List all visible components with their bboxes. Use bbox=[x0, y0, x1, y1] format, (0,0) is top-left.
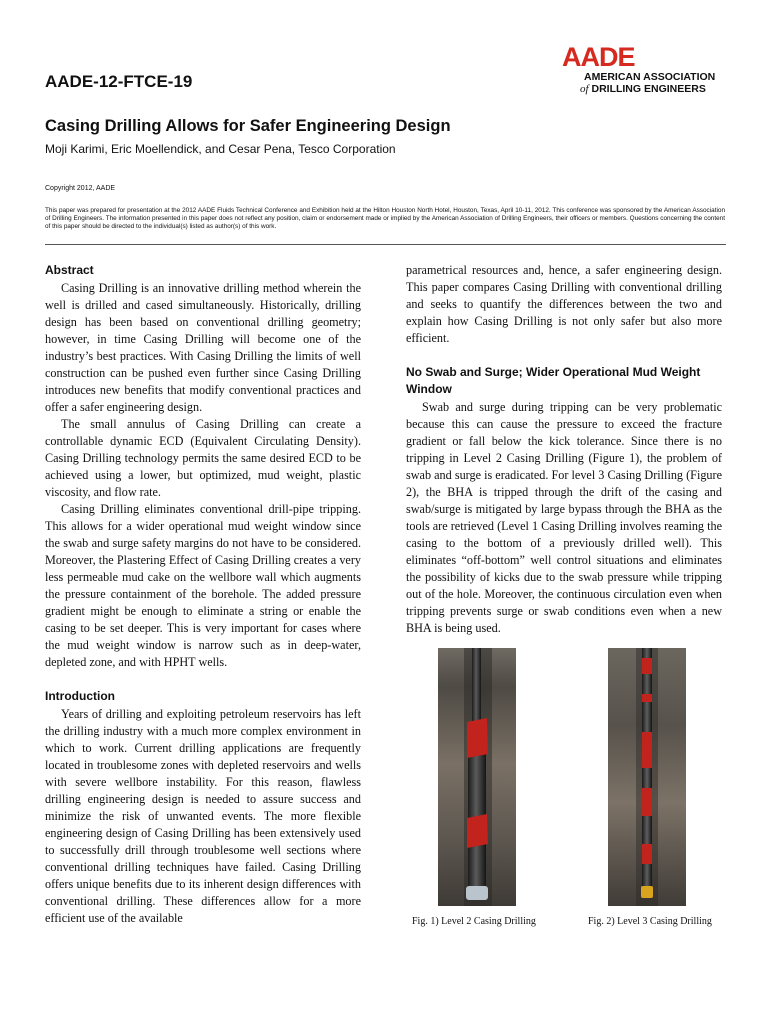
introduction-continued: parametrical resources and, hence, a safer engineering design. This paper compares Casing Drilling with conventional drilling and seeks to quantify the differences between the two and explain how Casing Drilling is not only safer but also more efficient. bbox=[406, 263, 722, 345]
abstract-paragraph-3: Casing Drilling eliminates conventional drill-pipe tripping. This allows for a wider operational mud weight window since the swab and surge safety margins do not have to be considered. Moreover, the Plastering Effect of Casing Drilling creates a very less permeable mud cake on the wellbore wall which augments the pressure containment of the borehole. The added pressure gradient might be enough to eliminate a string or enable the casing to be set deeper. This is very important for cases where the mud weight window is narrow such as in deep-water, depleted zone, and with HPHT wells. bbox=[45, 502, 361, 669]
figure-2-image bbox=[608, 648, 686, 906]
swab-surge-heading: No Swab and Surge; Wider Operational Mud Weight Window bbox=[406, 365, 701, 396]
left-column bbox=[45, 262, 361, 927]
header-divider bbox=[45, 244, 726, 245]
figure-1-caption: Fig. 1) Level 2 Casing Drilling bbox=[412, 916, 536, 927]
aade-logo bbox=[562, 44, 722, 114]
logo-line-2 bbox=[580, 83, 722, 95]
logo-line-1: AMERICAN ASSOCIATION bbox=[584, 71, 716, 83]
introduction-paragraph-1: Years of drilling and exploiting petroleum reservoirs has left the drilling industry with a much more complex environment in which to work. Current drilling applications are frequently located in troublesome zones with depleted reservoirs and wells with severe wellbore instability. For this reason, flawless drilling engineering design is needed to assure success and minimize the risk of unwanted events. The more flexible engineering design of Casing Drilling has been extensively used to successfully drill through troublesome well sections where conventional drilling techniques have failed. Casing Drilling offers unique benefits due to its inherent design differences with conventional drilling. These differences allow for a more efficient use of the available bbox=[45, 707, 361, 925]
abstract-heading: Abstract bbox=[45, 263, 94, 277]
logo-line-2-rest: DRILLING ENGINEERS bbox=[591, 83, 706, 95]
logo-mark: AADE bbox=[562, 42, 635, 72]
swab-surge-paragraph: Swab and surge during tripping can be very problematic because this can cause the pressure to exceed the fracture gradient or fall below the kick tolerance. Since there is no tripping in Level 2 Casing Drilling (Figure 1), the problem of swab and surge is eradicated. For level 3 Casing Drilling (Figure 2), the BHA is tripped through the drift of the casing and swab/surge is mitigated by large bypass through the BHA as the tools are retrieved (Level 1 Casing Drilling involves reaming the casing to the bottom of a previously drilled well). This eliminates “off-bottom” well control situations and eliminates the possibility of kicks due to the swab pressure while tripping out of the hole. Moreover, the continuous circulation even when tripping prevents surge or swab conditions even when a new BHA is being used. bbox=[406, 400, 722, 635]
logo-line-2-of: of bbox=[580, 83, 589, 95]
copyright: Copyright 2012, AADE bbox=[45, 185, 116, 192]
paper-title: Casing Drilling Allows for Safer Engineering Design bbox=[45, 117, 451, 135]
figure-2-caption: Fig. 2) Level 3 Casing Drilling bbox=[588, 916, 712, 927]
abstract-paragraph-1: Casing Drilling is an innovative drilling method wherein the well is drilled and cased simultaneously. Historically, drilling design has been based on conventional drilling geometry; however, in time Casing Drilling will become one of the industry’s best practices. With Casing Drilling the limits of well construction can be pushed even further since Casing Drilling introduces new benefits that modify conventional practices and offer a safer engineering design. bbox=[45, 281, 361, 414]
conference-notice: This paper was prepared for presentation at the 2012 AADE Fluids Technical Conference and Exhibition held at the Hilton Houston North Hotel, Houston, Texas, April 10-11, 2012. This conference was sponsored by the American Association of Drilling Engineers. The information presented in this paper does not reflect any position, claim or endorsement made or implied by the American Association of Drilling Engineers, their officers or members. Questions concerning the content of this paper should be directed to the individual(s) listed as author(s) of this work. bbox=[45, 207, 725, 230]
introduction-heading: Introduction bbox=[45, 689, 115, 703]
authors: Moji Karimi, Eric Moellendick, and Cesar Pena, Tesco Corporation bbox=[45, 142, 396, 156]
abstract-paragraph-2: The small annulus of Casing Drilling can create a controllable dynamic ECD (Equivalent Circulating Density). Casing Drilling technology permits the same desired ECD to be achieved using a lower, but optimized, mud weight, plastic viscosity, and flow rate. bbox=[45, 417, 361, 499]
right-column bbox=[406, 262, 722, 637]
figure-1-image bbox=[438, 648, 516, 906]
paper-id: AADE-12-FTCE-19 bbox=[45, 72, 193, 91]
